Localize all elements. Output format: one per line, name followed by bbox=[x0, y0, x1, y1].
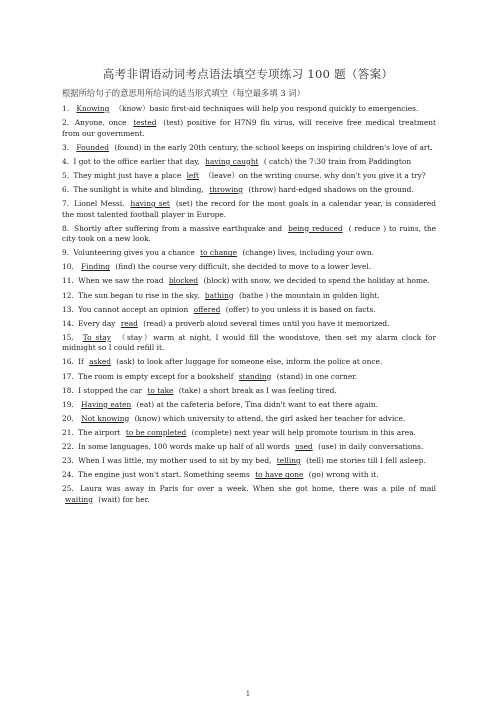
item-text-after: (take) a short break as I was feeling tired. bbox=[178, 385, 337, 395]
exercise-item bbox=[62, 442, 436, 453]
answer-blank: bathing bbox=[204, 290, 234, 300]
exercise-list bbox=[62, 104, 436, 509]
answer-blank: to be completed bbox=[125, 427, 187, 437]
item-text-before: I stopped the car bbox=[78, 385, 143, 395]
item-number: 24. bbox=[62, 470, 74, 480]
answer-blank: tested bbox=[133, 118, 157, 128]
exercise-item bbox=[62, 319, 436, 330]
item-number: 5. bbox=[62, 170, 70, 180]
answer-blank: to have gone bbox=[255, 470, 304, 480]
item-number: 23. bbox=[62, 456, 74, 466]
item-number: 19. bbox=[62, 399, 74, 409]
item-number: 8. bbox=[62, 223, 70, 233]
exercise-item bbox=[62, 118, 436, 139]
item-text-before: The sun began to rise in the sky, bbox=[78, 290, 200, 300]
item-number: 11. bbox=[62, 276, 74, 286]
instructions: 根据所给句子的意思用所给词的适当形式填空（每空最多填 3 词） bbox=[62, 88, 305, 98]
item-number: 7. bbox=[62, 199, 70, 209]
exercise-item bbox=[62, 470, 436, 481]
item-number: 21. bbox=[62, 427, 74, 437]
answer-blank: throwing bbox=[209, 184, 243, 194]
item-text-before: The airport bbox=[78, 427, 121, 437]
item-number: 12. bbox=[62, 290, 74, 300]
item-text-after: （leave）on the writing course. why don't you give it a try? bbox=[204, 170, 426, 180]
exercise-item bbox=[62, 171, 436, 182]
item-text-after: (find) the course very difficult, she decided to move to a lower level. bbox=[115, 262, 372, 272]
item-number: 10. bbox=[62, 262, 74, 272]
item-number: 15. bbox=[62, 332, 74, 342]
answer-blank: being reduced bbox=[288, 223, 343, 233]
item-text-before: I got to the office earlier that day, bbox=[73, 156, 200, 166]
item-number: 22. bbox=[62, 441, 74, 451]
answer-blank: having set bbox=[130, 199, 170, 209]
item-number: 16. bbox=[62, 357, 74, 367]
item-number: 2. bbox=[62, 118, 70, 128]
item-text-before: Volunteering gives you a chance bbox=[73, 248, 195, 258]
item-text-before: When I was little, my mother used to sit by my bed, bbox=[78, 456, 272, 466]
answer-blank: offered bbox=[193, 304, 221, 314]
exercise-item bbox=[62, 484, 436, 505]
answer-blank: standing bbox=[238, 371, 272, 381]
item-number: 13. bbox=[62, 304, 74, 314]
exercise-item bbox=[62, 414, 436, 425]
exercise-item bbox=[62, 262, 436, 273]
answer-blank: Founded bbox=[76, 142, 109, 152]
item-text-before: The sunlight is white and blinding, bbox=[73, 184, 204, 194]
answer-blank: used bbox=[295, 441, 313, 451]
item-text-after: (change) lives, including your own. bbox=[242, 248, 374, 258]
exercise-item bbox=[62, 276, 436, 287]
answer-blank: to take bbox=[147, 385, 174, 395]
exercise-item bbox=[62, 224, 436, 245]
answer-blank: asked bbox=[89, 357, 111, 367]
exercise-item bbox=[62, 199, 436, 220]
answer-blank: blocked bbox=[168, 276, 199, 286]
item-text-after: (stand) in one corner. bbox=[276, 371, 358, 381]
answer-blank: read bbox=[120, 318, 138, 328]
item-text-before: When we saw the road bbox=[78, 276, 164, 286]
item-number: 14. bbox=[62, 318, 74, 328]
page-title: 高考非谓语动词考点语法填空专项练习 100 题（答案） bbox=[102, 67, 394, 81]
exercise-item bbox=[62, 291, 436, 302]
exercise-item bbox=[62, 248, 436, 259]
exercise-item bbox=[62, 305, 436, 316]
exercise-item bbox=[62, 372, 436, 383]
exercise-item bbox=[62, 386, 436, 397]
item-text-after: (found) in the early 20th century, the school keeps on inspiring children's love of art. bbox=[114, 142, 433, 152]
item-text-after: ( reduce ) to ruins, the city took on a new look. bbox=[62, 223, 436, 244]
item-text-before: The room is empty except for a bookshelf bbox=[78, 371, 234, 381]
item-number: 6. bbox=[62, 184, 70, 194]
item-text-after: (eat) at the cafeteria before, Tina didn't want to eat there again. bbox=[136, 399, 378, 409]
answer-blank: To stay bbox=[82, 332, 111, 342]
exercise-item bbox=[62, 104, 436, 115]
exercise-item bbox=[62, 357, 436, 368]
item-text-after: (read) a proverb aloud several times until you have it memorized. bbox=[143, 318, 390, 328]
item-text-after: (complete) next year will help promote tourism in this area. bbox=[191, 427, 416, 437]
item-text-after: (ask) to look after luggage for someone else, inform the police at once. bbox=[116, 357, 383, 367]
item-text-before: Every day bbox=[78, 318, 116, 328]
exercise-item bbox=[62, 157, 436, 168]
exercise-item bbox=[62, 185, 436, 196]
exercise-item bbox=[62, 333, 436, 354]
answer-blank: waiting bbox=[65, 494, 93, 504]
answer-blank: having caught bbox=[205, 156, 259, 166]
item-text-after: (tell) me stories till I fell asleep. bbox=[306, 456, 426, 466]
item-text-before: They might just have a place bbox=[73, 170, 182, 180]
item-text-before: Lionel Messi, bbox=[74, 199, 125, 209]
item-text-after: (use) in daily conversations. bbox=[318, 441, 424, 451]
item-text-after: (test) positive for H7N9 flu virus, will receive free medical treatment from our government. bbox=[62, 118, 436, 138]
item-text-after: （know）basic first-aid techniques will help you respond quickly to emergencies. bbox=[114, 104, 419, 113]
item-number: 3. bbox=[62, 142, 70, 152]
item-text-before: Laura was away in Paris for over a week. When she got home, there was a pile of mail bbox=[79, 484, 436, 494]
item-text-after: （stay）warm at night, I would fill the woodstove, then set my alarm clock for midnight so I could refill it. bbox=[62, 332, 436, 353]
answer-blank: Finding bbox=[81, 262, 110, 272]
item-text-after: (wait) for her. bbox=[98, 494, 150, 504]
item-text-after: (bathe ) the mountain in golden light. bbox=[238, 290, 380, 300]
item-text-before: If bbox=[78, 357, 84, 367]
item-number: 18. bbox=[62, 385, 74, 395]
item-text-after: (throw) hard-edged shadows on the ground. bbox=[248, 184, 414, 194]
answer-blank: left bbox=[186, 170, 200, 180]
item-number: 17. bbox=[62, 371, 74, 381]
item-text-before: You cannot accept an opinion bbox=[78, 304, 189, 314]
item-text-before: Shortly after suffering from a massive earthquake and bbox=[74, 223, 283, 233]
item-text-after: (know) which university to attend, the girl asked her teacher for advice. bbox=[134, 413, 406, 423]
exercise-item bbox=[62, 143, 436, 154]
item-number: 4. bbox=[62, 156, 70, 166]
item-number: 25. bbox=[62, 484, 74, 494]
page-number: 1 bbox=[245, 690, 251, 698]
item-text-before: The engine just won't start. Something seems bbox=[78, 470, 250, 480]
item-text-after: (offer) to you unless it is based on facts. bbox=[225, 304, 376, 314]
exercise-item bbox=[62, 456, 436, 467]
item-text-before: In some languages, 100 words make up half of all words bbox=[78, 441, 290, 451]
item-text-after: (set) the record for the most goals in a calendar year, is considered the most talented football player in Europe. bbox=[62, 199, 436, 219]
exercise-item bbox=[62, 428, 436, 439]
item-number: 1. bbox=[62, 104, 70, 113]
item-text-after: (go) wrong with it. bbox=[308, 470, 379, 480]
answer-blank: Having eaten bbox=[81, 399, 132, 409]
exercise-item bbox=[62, 400, 436, 411]
answer-blank: Not knowing bbox=[81, 413, 130, 423]
item-number: 20. bbox=[62, 413, 74, 423]
answer-blank: telling bbox=[276, 456, 301, 466]
answer-blank: to change bbox=[200, 248, 238, 258]
item-text-before: Anyone, once bbox=[74, 118, 127, 128]
item-number: 9. bbox=[62, 248, 70, 258]
item-text-after: (block) with snow, we decided to spend the holiday at home. bbox=[203, 276, 430, 286]
answer-blank: Knowing bbox=[76, 104, 110, 113]
item-text-after: ( catch) the 7:30 train from Paddington bbox=[263, 156, 412, 166]
